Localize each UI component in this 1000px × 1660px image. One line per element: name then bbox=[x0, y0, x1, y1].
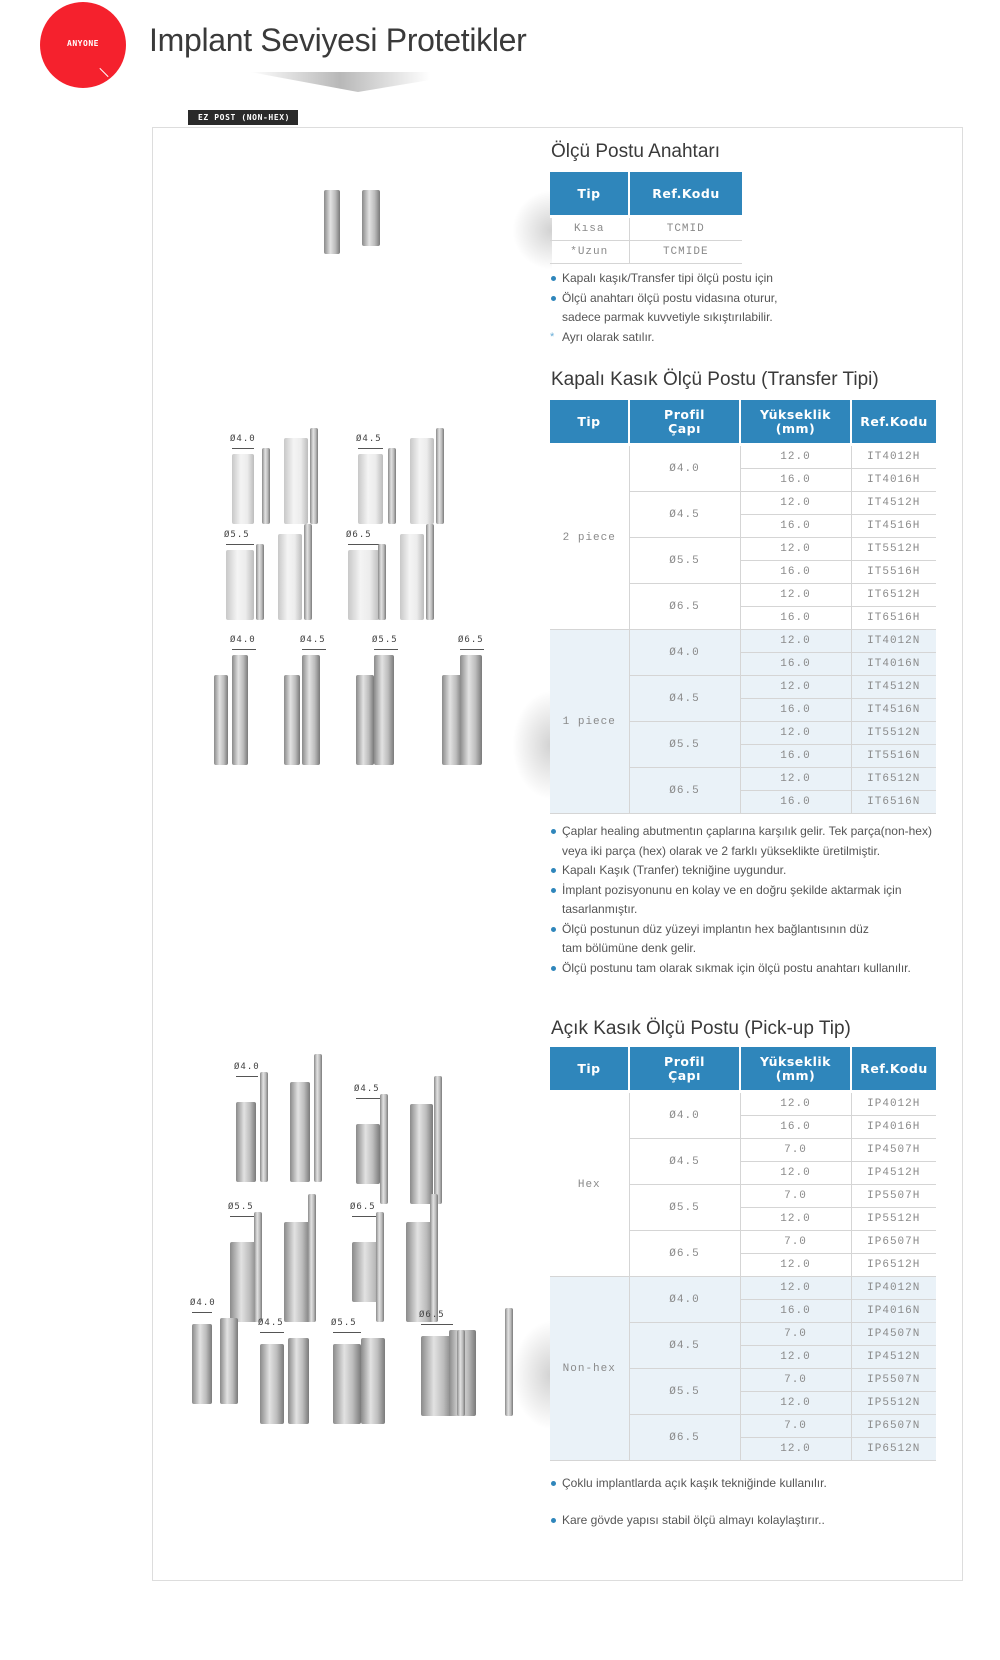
height-cell: 7.0 bbox=[740, 1369, 851, 1392]
ref-code-cell: TCMID bbox=[629, 217, 742, 241]
brand-logo bbox=[40, 2, 126, 88]
column-header: Ref.Kodu bbox=[851, 1047, 936, 1092]
product-tag: EZ POST (NON-HEX) bbox=[188, 110, 298, 125]
product-part bbox=[192, 1324, 212, 1404]
product-part bbox=[434, 1076, 442, 1204]
ref-code-cell: IP4016H bbox=[851, 1116, 936, 1139]
profile-diameter-cell: Ø6.5 bbox=[629, 1231, 740, 1277]
ref-code-cell: IP5512H bbox=[851, 1208, 936, 1231]
height-cell: 12.0 bbox=[740, 630, 851, 653]
product-part bbox=[284, 1222, 310, 1322]
bullet-icon bbox=[551, 888, 556, 893]
note-item bbox=[550, 881, 970, 920]
diameter-label: Ø5.5 bbox=[228, 1202, 254, 1212]
dimension-line bbox=[260, 1332, 284, 1333]
profile-diameter-cell: Ø5.5 bbox=[629, 1369, 740, 1415]
ref-code-cell: IT6512H bbox=[851, 584, 936, 607]
tip-cell: 2 piece bbox=[550, 445, 629, 630]
tip-cell: 1 piece bbox=[550, 630, 629, 814]
table-row bbox=[550, 445, 936, 469]
bullet-icon bbox=[551, 966, 556, 971]
table-header-row bbox=[550, 400, 936, 445]
product-part bbox=[361, 1338, 385, 1424]
profile-diameter-cell: Ø5.5 bbox=[629, 1185, 740, 1231]
height-cell: 7.0 bbox=[740, 1185, 851, 1208]
ref-code-cell: IT5512N bbox=[851, 722, 936, 745]
note-item bbox=[550, 289, 970, 328]
product-part bbox=[388, 448, 396, 524]
height-cell: 16.0 bbox=[740, 561, 851, 584]
profile-diameter-cell: Ø5.5 bbox=[629, 538, 740, 584]
dimension-line bbox=[348, 544, 379, 545]
table-row bbox=[550, 1092, 936, 1116]
ref-code-cell: IT4016H bbox=[851, 469, 936, 492]
note-item bbox=[550, 959, 970, 979]
ref-code-cell: IP4012H bbox=[851, 1092, 936, 1116]
diameter-label: Ø4.5 bbox=[354, 1084, 380, 1094]
note-item bbox=[550, 1511, 970, 1531]
note-item bbox=[550, 269, 970, 289]
column-header: Yükseklik (mm) bbox=[740, 400, 851, 445]
bullet-icon bbox=[551, 829, 556, 834]
product-part bbox=[256, 544, 264, 620]
note-item bbox=[550, 822, 970, 861]
asterisk-bullet-icon: * bbox=[550, 330, 555, 343]
note-text: Ölçü anahtarı ölçü postu vidasına oturur, sadece parmak kuvvetiyle sıkıştırılabilir. bbox=[562, 290, 778, 324]
product-part bbox=[348, 550, 379, 620]
bullet-icon bbox=[551, 1518, 556, 1523]
profile-diameter-cell: Ø4.0 bbox=[629, 1092, 740, 1139]
ref-code-cell: IP4507H bbox=[851, 1139, 936, 1162]
ref-code-cell: IP6507H bbox=[851, 1231, 936, 1254]
height-cell: 12.0 bbox=[740, 1162, 851, 1185]
section-title-pickup: Açık Kasık Ölçü Postu (Pick-up Tip) bbox=[551, 1018, 851, 1039]
ref-code-cell: IP5507H bbox=[851, 1185, 936, 1208]
table-header-row bbox=[550, 172, 742, 217]
column-header: Tip bbox=[550, 400, 629, 445]
column-header: Profil Çapı bbox=[629, 400, 740, 445]
height-cell: 12.0 bbox=[740, 1438, 851, 1461]
diameter-label: Ø4.5 bbox=[258, 1318, 284, 1328]
note-text: Kapalı kaşık/Transfer tipi ölçü postu için bbox=[562, 271, 773, 285]
height-cell: 12.0 bbox=[740, 1277, 851, 1300]
height-cell: 12.0 bbox=[740, 1254, 851, 1277]
height-cell: 16.0 bbox=[740, 1116, 851, 1139]
product-part bbox=[410, 1104, 433, 1204]
note-text: Çaplar healing abutmentın çaplarına karşılık gelir. Tek parça(non-hex) veya iki parça (hex) olarak ve 2 farklı yükseklikte üretilmiştir. bbox=[562, 824, 932, 858]
diameter-label: Ø5.5 bbox=[224, 530, 250, 540]
height-cell: 12.0 bbox=[740, 768, 851, 791]
wrench-table bbox=[550, 172, 742, 264]
bullet-icon bbox=[551, 927, 556, 932]
ref-code-cell: IP5512N bbox=[851, 1392, 936, 1415]
product-part bbox=[284, 675, 300, 765]
ref-code-cell: IT5516H bbox=[851, 561, 936, 584]
ref-code-cell: IT6516H bbox=[851, 607, 936, 630]
diameter-label: Ø6.5 bbox=[346, 530, 372, 540]
note-text: Ölçü postunu tam olarak sıkmak için ölçü postu anahtarı kullanılır. bbox=[562, 960, 911, 975]
table-row bbox=[550, 1277, 936, 1300]
diameter-label: Ø4.0 bbox=[234, 1062, 260, 1072]
bullet-icon bbox=[551, 276, 556, 281]
profile-diameter-cell: Ø4.5 bbox=[629, 1323, 740, 1369]
dimension-line bbox=[460, 649, 484, 650]
height-cell: 12.0 bbox=[740, 1092, 851, 1116]
table-header-row bbox=[550, 1047, 936, 1092]
product-part bbox=[310, 428, 318, 524]
height-cell: 16.0 bbox=[740, 745, 851, 768]
product-part bbox=[400, 534, 424, 620]
product-part bbox=[308, 1194, 316, 1322]
height-cell: 7.0 bbox=[740, 1323, 851, 1346]
ref-code-cell: IT4012H bbox=[851, 445, 936, 469]
profile-diameter-cell: Ø4.5 bbox=[629, 1139, 740, 1185]
shadow-decoration bbox=[512, 690, 552, 800]
tip-cell: *Uzun bbox=[550, 241, 629, 264]
pickup-table bbox=[550, 1047, 936, 1461]
height-cell: 16.0 bbox=[740, 1300, 851, 1323]
profile-diameter-cell: Ø4.0 bbox=[629, 1277, 740, 1323]
product-part bbox=[214, 675, 228, 765]
ref-code-cell: IP4512H bbox=[851, 1162, 936, 1185]
product-part bbox=[410, 438, 434, 524]
product-part bbox=[254, 1212, 262, 1322]
ref-code-cell: IT4516H bbox=[851, 515, 936, 538]
ref-code-cell: IP6512N bbox=[851, 1438, 936, 1461]
tip-cell: Kısa bbox=[550, 217, 629, 241]
ref-code-cell: IP6512H bbox=[851, 1254, 936, 1277]
product-part bbox=[220, 1318, 238, 1404]
column-header: Ref.Kodu bbox=[629, 172, 742, 217]
pickup-notes bbox=[550, 1474, 970, 1530]
diameter-label: Ø4.5 bbox=[356, 434, 382, 444]
diameter-label: Ø5.5 bbox=[331, 1318, 357, 1328]
product-part bbox=[380, 1094, 388, 1204]
table-row bbox=[550, 217, 742, 241]
product-part bbox=[262, 448, 270, 524]
product-part bbox=[236, 1102, 256, 1182]
product-part bbox=[260, 1344, 284, 1424]
height-cell: 16.0 bbox=[740, 607, 851, 630]
product-part bbox=[460, 655, 482, 765]
height-cell: 7.0 bbox=[740, 1139, 851, 1162]
ref-code-cell: IP6507N bbox=[851, 1415, 936, 1438]
column-header: Ref.Kodu bbox=[851, 400, 936, 445]
product-part bbox=[226, 550, 254, 620]
dimension-line bbox=[236, 1076, 258, 1077]
diameter-label: Ø4.5 bbox=[300, 635, 326, 645]
height-cell: 12.0 bbox=[740, 584, 851, 607]
height-cell: 16.0 bbox=[740, 791, 851, 814]
height-cell: 7.0 bbox=[740, 1231, 851, 1254]
product-part bbox=[333, 1344, 361, 1424]
section-title-wrench: Ölçü Postu Anahtarı bbox=[551, 141, 720, 162]
ref-code-cell: IP4012N bbox=[851, 1277, 936, 1300]
note-text: İmplant pozisyonunu en kolay ve en doğru şekilde aktarmak için tasarlanmıştır. bbox=[562, 882, 902, 916]
tip-cell: Non-hex bbox=[550, 1277, 629, 1461]
product-part bbox=[288, 1338, 309, 1424]
diameter-label: Ø4.0 bbox=[230, 434, 256, 444]
bullet-icon bbox=[551, 868, 556, 873]
note-text: Ayrı olarak satılır. bbox=[562, 329, 655, 344]
product-part bbox=[304, 524, 312, 620]
height-cell: 7.0 bbox=[740, 1415, 851, 1438]
product-part bbox=[426, 524, 434, 620]
ref-code-cell: IT4016N bbox=[851, 653, 936, 676]
note-text: Ölçü postunun düz yüzeyi implantın hex bağlantısının düz tam bölümüne denk gelir. bbox=[562, 921, 869, 955]
title-underline-decoration bbox=[250, 72, 430, 92]
table-row bbox=[550, 630, 936, 653]
note-text: Kare gövde yapısı stabil ölçü almayı kolaylaştırır.. bbox=[562, 1512, 825, 1527]
table-row bbox=[550, 241, 742, 264]
ref-code-cell: IT5516N bbox=[851, 745, 936, 768]
profile-diameter-cell: Ø4.0 bbox=[629, 445, 740, 492]
product-part bbox=[442, 675, 462, 765]
wrench-notes bbox=[550, 269, 970, 347]
profile-diameter-cell: Ø6.5 bbox=[629, 584, 740, 630]
product-part bbox=[430, 1194, 438, 1322]
profile-diameter-cell: Ø6.5 bbox=[629, 1415, 740, 1461]
height-cell: 12.0 bbox=[740, 492, 851, 515]
note-text: Çoklu implantlarda açık kaşık tekniğinde kullanılır. bbox=[562, 1476, 827, 1490]
product-part bbox=[457, 1330, 465, 1416]
section-title-transfer: Kapalı Kasık Ölçü Postu (Transfer Tipi) bbox=[551, 369, 879, 390]
dimension-line bbox=[232, 448, 254, 449]
product-part bbox=[436, 428, 444, 524]
ref-code-cell: IT5512H bbox=[851, 538, 936, 561]
transfer-notes bbox=[550, 822, 970, 978]
column-header: Yükseklik (mm) bbox=[740, 1047, 851, 1092]
product-part bbox=[284, 438, 308, 524]
bullet-icon bbox=[551, 296, 556, 301]
product-part bbox=[232, 454, 254, 524]
ref-code-cell: TCMIDE bbox=[629, 241, 742, 264]
product-part bbox=[314, 1054, 322, 1182]
dimension-line bbox=[232, 649, 256, 650]
diameter-label: Ø5.5 bbox=[372, 635, 398, 645]
product-part bbox=[356, 1124, 380, 1184]
column-header: Tip bbox=[550, 172, 629, 217]
logo-text: ANYONE bbox=[67, 39, 99, 48]
height-cell: 12.0 bbox=[740, 1208, 851, 1231]
diameter-label: Ø6.5 bbox=[419, 1310, 445, 1320]
diameter-label: Ø6.5 bbox=[458, 635, 484, 645]
product-part bbox=[362, 190, 380, 246]
profile-diameter-cell: Ø4.5 bbox=[629, 676, 740, 722]
note-item bbox=[550, 328, 970, 348]
height-cell: 12.0 bbox=[740, 1392, 851, 1415]
product-part bbox=[505, 1308, 513, 1416]
ref-code-cell: IT6516N bbox=[851, 791, 936, 814]
product-part bbox=[374, 655, 394, 765]
product-part bbox=[278, 534, 302, 620]
height-cell: 16.0 bbox=[740, 515, 851, 538]
page-title: Implant Seviyesi Protetikler bbox=[149, 22, 527, 58]
dimension-line bbox=[356, 1098, 381, 1099]
product-part bbox=[324, 190, 340, 254]
note-item bbox=[550, 1474, 970, 1494]
height-cell: 12.0 bbox=[740, 676, 851, 699]
note-item bbox=[550, 861, 970, 881]
ref-code-cell: IT4512H bbox=[851, 492, 936, 515]
dimension-line bbox=[358, 448, 383, 449]
height-cell: 16.0 bbox=[740, 699, 851, 722]
height-cell: 12.0 bbox=[740, 445, 851, 469]
ref-code-cell: IP4512N bbox=[851, 1346, 936, 1369]
dimension-line bbox=[302, 649, 326, 650]
profile-diameter-cell: Ø4.5 bbox=[629, 492, 740, 538]
diameter-label: Ø4.0 bbox=[190, 1298, 216, 1308]
product-part bbox=[356, 675, 374, 765]
diameter-label: Ø4.0 bbox=[230, 635, 256, 645]
height-cell: 12.0 bbox=[740, 538, 851, 561]
profile-diameter-cell: Ø5.5 bbox=[629, 722, 740, 768]
product-part bbox=[260, 1072, 268, 1182]
ref-code-cell: IT4012N bbox=[851, 630, 936, 653]
shadow-decoration bbox=[512, 1320, 552, 1430]
product-part bbox=[378, 544, 386, 620]
ref-code-cell: IP4016N bbox=[851, 1300, 936, 1323]
dimension-line bbox=[333, 1332, 361, 1333]
product-part bbox=[302, 655, 320, 765]
note-text: Kapalı Kaşık (Tranfer) tekniğine uygundur. bbox=[562, 863, 787, 877]
product-part bbox=[232, 655, 248, 765]
product-part bbox=[358, 454, 383, 524]
ref-code-cell: IT4512N bbox=[851, 676, 936, 699]
note-item bbox=[550, 920, 970, 959]
profile-diameter-cell: Ø4.0 bbox=[629, 630, 740, 676]
tip-cell: Hex bbox=[550, 1092, 629, 1277]
height-cell: 12.0 bbox=[740, 1346, 851, 1369]
ref-code-cell: IP5507N bbox=[851, 1369, 936, 1392]
dimension-line bbox=[421, 1324, 453, 1325]
height-cell: 16.0 bbox=[740, 653, 851, 676]
product-part bbox=[376, 1212, 384, 1322]
bullet-icon bbox=[551, 1481, 556, 1486]
dimension-line bbox=[192, 1312, 212, 1313]
product-part bbox=[290, 1082, 310, 1182]
ref-code-cell: IT4516N bbox=[851, 699, 936, 722]
dimension-line bbox=[374, 649, 398, 650]
diameter-label: Ø6.5 bbox=[350, 1202, 376, 1212]
transfer-table bbox=[550, 400, 936, 814]
height-cell: 12.0 bbox=[740, 722, 851, 745]
ref-code-cell: IT6512N bbox=[851, 768, 936, 791]
column-header: Tip bbox=[550, 1047, 629, 1092]
profile-diameter-cell: Ø6.5 bbox=[629, 768, 740, 814]
shadow-decoration bbox=[512, 190, 552, 270]
column-header: Profil Çapı bbox=[629, 1047, 740, 1092]
height-cell: 16.0 bbox=[740, 469, 851, 492]
ref-code-cell: IP4507N bbox=[851, 1323, 936, 1346]
dimension-line bbox=[226, 544, 254, 545]
